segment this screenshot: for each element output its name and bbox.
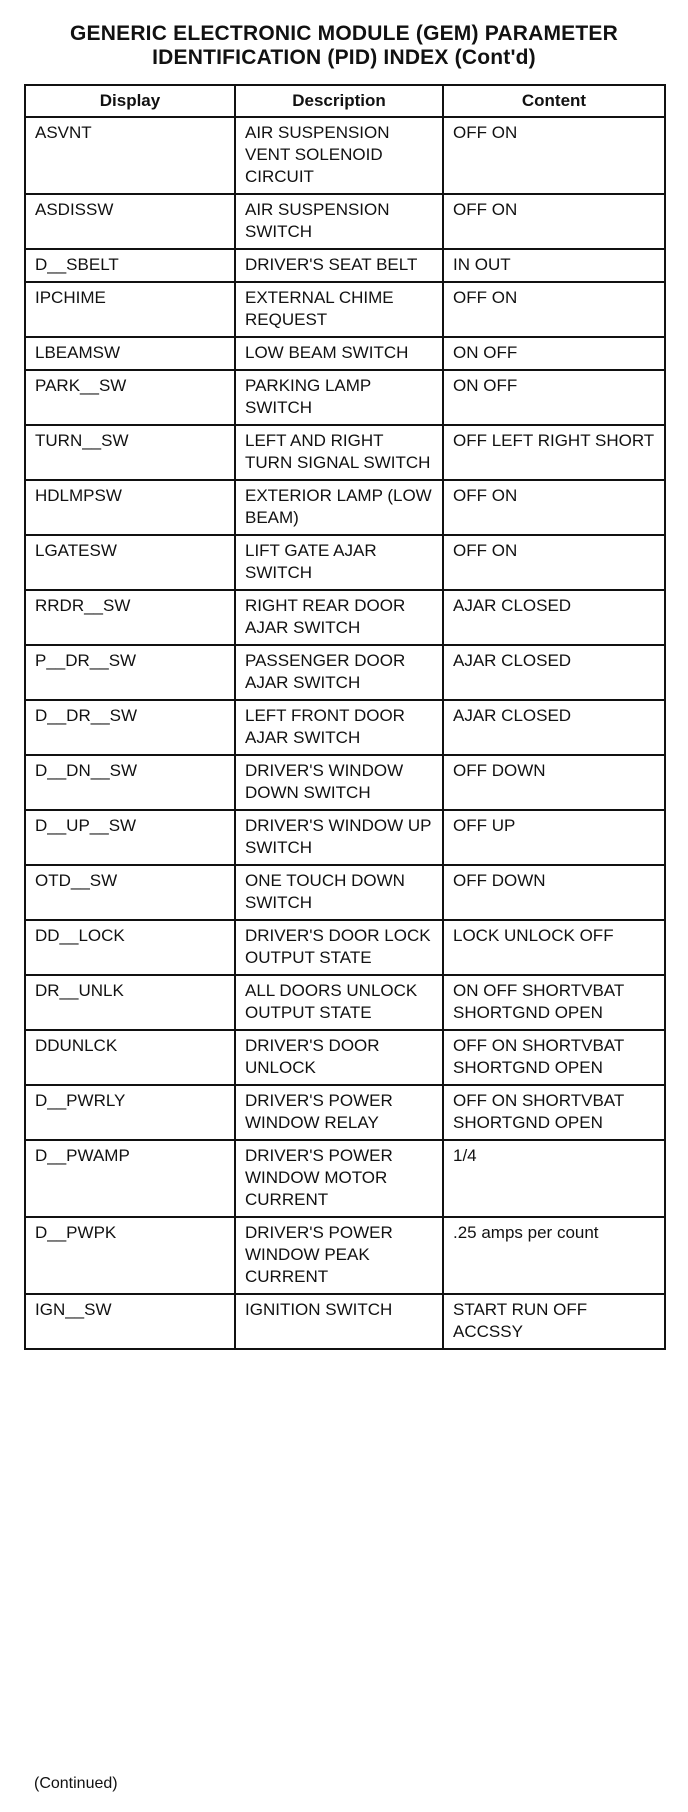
- cell-description: DRIVER'S POWER WINDOW RELAY: [235, 1085, 443, 1140]
- cell-display: OTD__SW: [25, 865, 235, 920]
- cell-description: DRIVER'S DOOR UNLOCK: [235, 1030, 443, 1085]
- title-line-2: IDENTIFICATION (PID) INDEX (Cont'd): [152, 46, 536, 69]
- cell-description: DRIVER'S SEAT BELT: [235, 249, 443, 282]
- table-body: [25, 117, 665, 1349]
- cell-display: D__PWRLY: [25, 1085, 235, 1140]
- cell-content: OFF DOWN: [443, 755, 665, 810]
- cell-content: AJAR CLOSED: [443, 645, 665, 700]
- cell-content: OFF ON SHORTVBAT SHORTGND OPEN: [443, 1030, 665, 1085]
- cell-display: TURN__SW: [25, 425, 235, 480]
- cell-display: D__UP__SW: [25, 810, 235, 865]
- cell-display: P__DR__SW: [25, 645, 235, 700]
- cell-description: EXTERIOR LAMP (LOW BEAM): [235, 480, 443, 535]
- cell-display: LBEAMSW: [25, 337, 235, 370]
- cell-content: ON OFF: [443, 337, 665, 370]
- table-row: [25, 249, 665, 282]
- cell-display: HDLMPSW: [25, 480, 235, 535]
- cell-description: EXTERNAL CHIME REQUEST: [235, 282, 443, 337]
- cell-description: AIR SUSPENSION SWITCH: [235, 194, 443, 249]
- cell-content: AJAR CLOSED: [443, 700, 665, 755]
- table-row: [25, 975, 665, 1030]
- table-row: [25, 370, 665, 425]
- cell-description: LEFT AND RIGHT TURN SIGNAL SWITCH: [235, 425, 443, 480]
- cell-description: LIFT GATE AJAR SWITCH: [235, 535, 443, 590]
- cell-content: .25 amps per count: [443, 1217, 665, 1294]
- page-title: [24, 22, 664, 70]
- cell-content: ON OFF SHORTVBAT SHORTGND OPEN: [443, 975, 665, 1030]
- cell-content: OFF UP: [443, 810, 665, 865]
- cell-content: OFF ON: [443, 282, 665, 337]
- table-row: [25, 480, 665, 535]
- cell-content: ON OFF: [443, 370, 665, 425]
- cell-description: ONE TOUCH DOWN SWITCH: [235, 865, 443, 920]
- table-row: [25, 337, 665, 370]
- cell-content: LOCK UNLOCK OFF: [443, 920, 665, 975]
- table-row: [25, 1085, 665, 1140]
- table-row: [25, 425, 665, 480]
- cell-display: DDUNLCK: [25, 1030, 235, 1085]
- cell-description: LEFT FRONT DOOR AJAR SWITCH: [235, 700, 443, 755]
- cell-description: DRIVER'S DOOR LOCK OUTPUT STATE: [235, 920, 443, 975]
- title-line-1: GENERIC ELECTRONIC MODULE (GEM) PARAMETER: [70, 22, 618, 45]
- table-row: [25, 755, 665, 810]
- table-row: [25, 117, 665, 194]
- table-row: [25, 645, 665, 700]
- cell-description: DRIVER'S WINDOW DOWN SWITCH: [235, 755, 443, 810]
- cell-description: DRIVER'S WINDOW UP SWITCH: [235, 810, 443, 865]
- table-row: [25, 590, 665, 645]
- table-row: [25, 1217, 665, 1294]
- cell-content: OFF ON: [443, 480, 665, 535]
- cell-content: AJAR CLOSED: [443, 590, 665, 645]
- cell-display: DD__LOCK: [25, 920, 235, 975]
- cell-content: START RUN OFF ACCSSY: [443, 1294, 665, 1349]
- cell-description: LOW BEAM SWITCH: [235, 337, 443, 370]
- cell-display: D__PWPK: [25, 1217, 235, 1294]
- table-row: [25, 920, 665, 975]
- cell-display: D__DN__SW: [25, 755, 235, 810]
- cell-display: RRDR__SW: [25, 590, 235, 645]
- cell-description: IGNITION SWITCH: [235, 1294, 443, 1349]
- header-display: Display: [25, 85, 235, 117]
- cell-description: AIR SUSPENSION VENT SOLENOID CIRCUIT: [235, 117, 443, 194]
- cell-display: D__SBELT: [25, 249, 235, 282]
- cell-content: OFF ON: [443, 194, 665, 249]
- cell-display: D__DR__SW: [25, 700, 235, 755]
- cell-description: RIGHT REAR DOOR AJAR SWITCH: [235, 590, 443, 645]
- table-row: [25, 282, 665, 337]
- cell-description: DRIVER'S POWER WINDOW PEAK CURRENT: [235, 1217, 443, 1294]
- cell-content: IN OUT: [443, 249, 665, 282]
- cell-display: LGATESW: [25, 535, 235, 590]
- cell-content: OFF DOWN: [443, 865, 665, 920]
- cell-display: D__PWAMP: [25, 1140, 235, 1217]
- table-row: [25, 1294, 665, 1349]
- cell-display: ASVNT: [25, 117, 235, 194]
- cell-content: OFF ON: [443, 535, 665, 590]
- table-row: [25, 810, 665, 865]
- cell-description: PASSENGER DOOR AJAR SWITCH: [235, 645, 443, 700]
- cell-description: ALL DOORS UNLOCK OUTPUT STATE: [235, 975, 443, 1030]
- cell-display: ASDISSW: [25, 194, 235, 249]
- header-description: Description: [235, 85, 443, 117]
- cell-display: DR__UNLK: [25, 975, 235, 1030]
- cell-content: OFF ON SHORTVBAT SHORTGND OPEN: [443, 1085, 665, 1140]
- table-row: [25, 535, 665, 590]
- table-row: [25, 1140, 665, 1217]
- cell-description: PARKING LAMP SWITCH: [235, 370, 443, 425]
- table-row: [25, 1030, 665, 1085]
- table-header-row: [25, 85, 665, 117]
- cell-content: OFF LEFT RIGHT SHORT: [443, 425, 665, 480]
- cell-content: OFF ON: [443, 117, 665, 194]
- continued-note: (Continued): [34, 1775, 118, 1792]
- cell-display: IPCHIME: [25, 282, 235, 337]
- header-content: Content: [443, 85, 665, 117]
- table-row: [25, 865, 665, 920]
- table-row: [25, 194, 665, 249]
- cell-content: 1/4: [443, 1140, 665, 1217]
- pid-index-table: [24, 84, 666, 1350]
- table-row: [25, 700, 665, 755]
- cell-description: DRIVER'S POWER WINDOW MOTOR CURRENT: [235, 1140, 443, 1217]
- cell-display: IGN__SW: [25, 1294, 235, 1349]
- cell-display: PARK__SW: [25, 370, 235, 425]
